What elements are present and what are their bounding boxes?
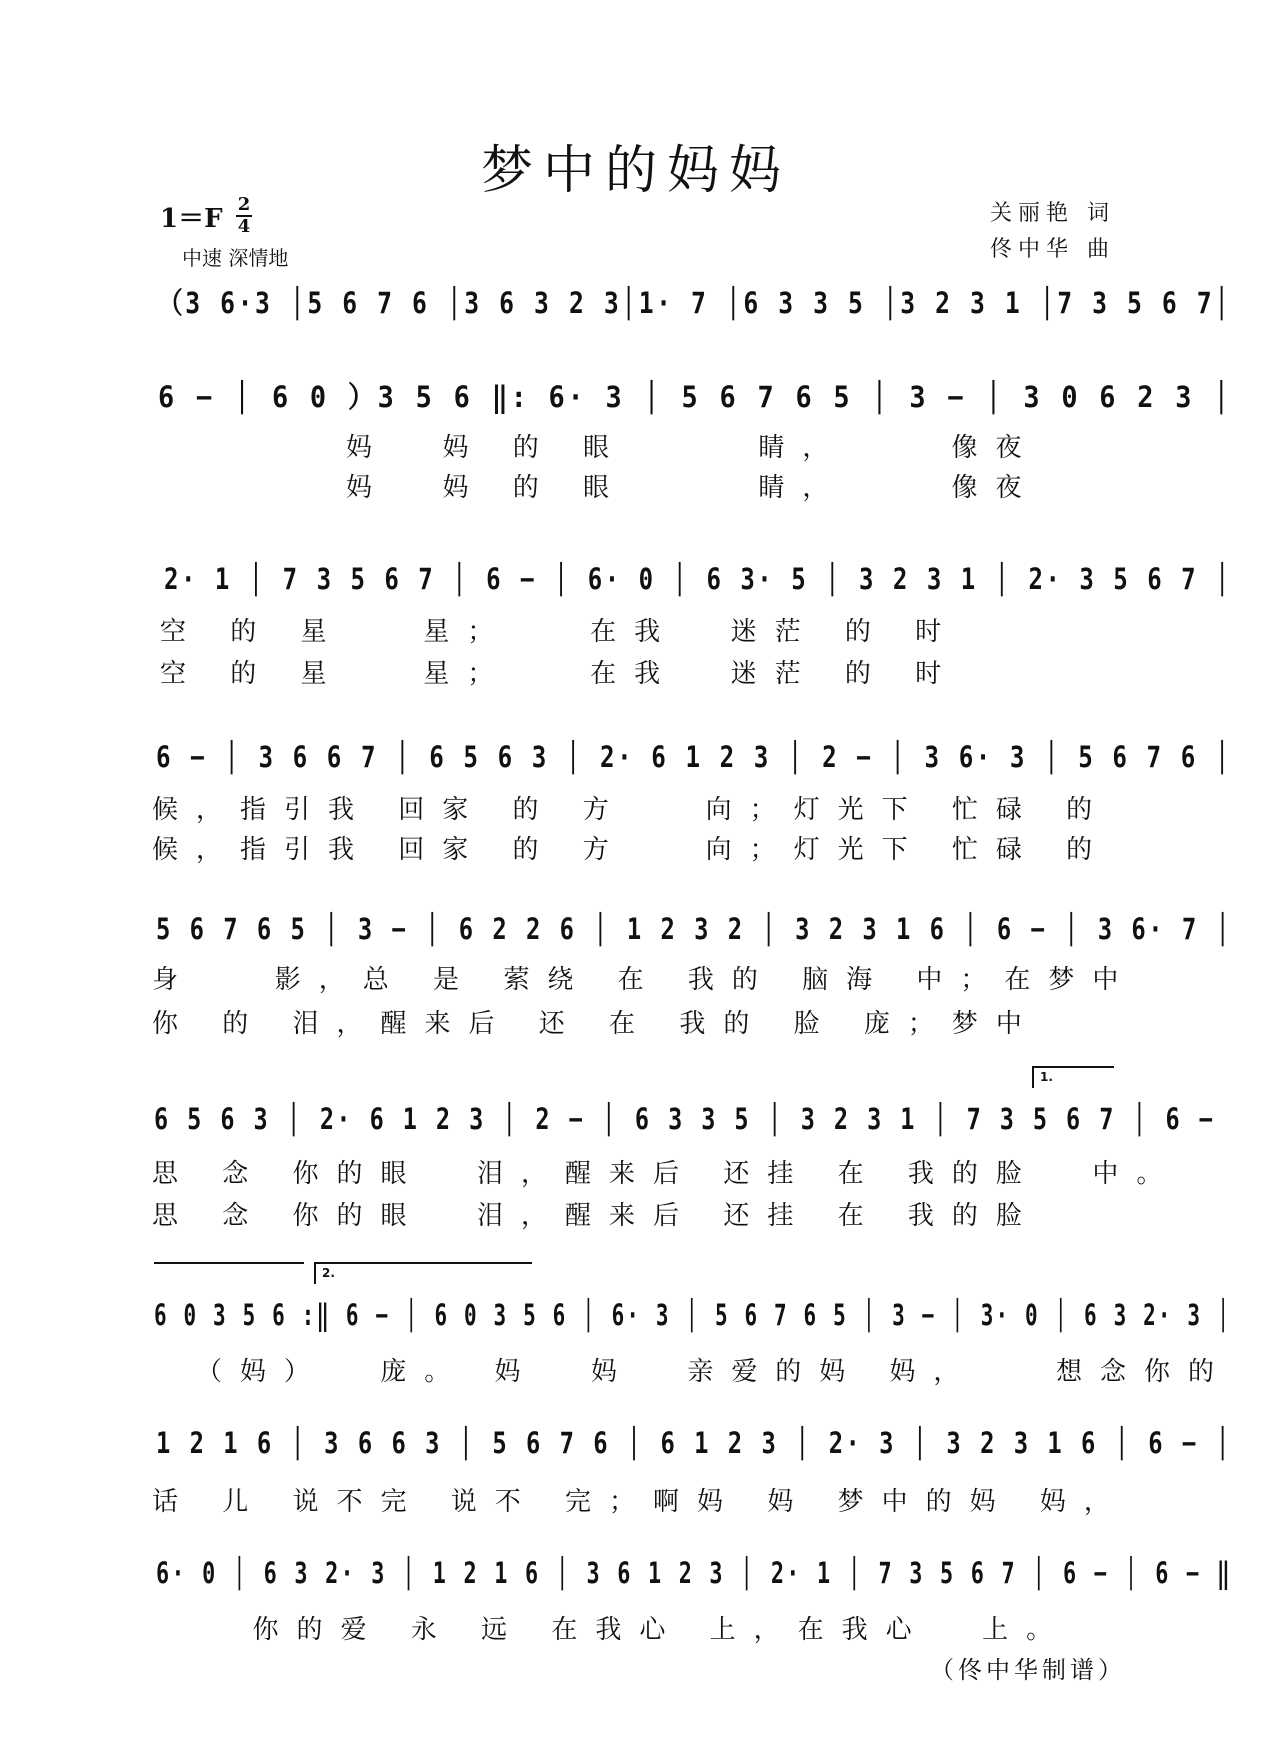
song-title: 梦中的妈妈 xyxy=(480,141,791,201)
notes-line: 6 − │ 6 0 ）3 5 6 ‖: 6· 3 │ 5 6 7 6 5 │ 3 − │ 3 0 6 2 3 │ xyxy=(158,380,1233,414)
lyrics-verse-1: 空 的 星 星； 在我 迷茫 的 时 xyxy=(160,617,960,647)
notes-line: 6 − │ 3 6 6 7 │ 6 5 6 3 │ 2· 6 1 2 3 │ 2 − │ 3 6· 3 │ 5 6 7 6 │ xyxy=(156,740,1232,774)
lyrics-verse-1: 妈 妈 的 眼 睛， 像夜 xyxy=(346,433,1040,463)
lyrics-verse-2: 思 念 你的眼 泪，醒来后 还挂 在 我的脸 xyxy=(152,1201,1040,1231)
key-signature: 1＝F xyxy=(160,204,223,234)
lyrics-verse-2: 空 的 星 星； 在我 迷茫 的 时 xyxy=(160,659,960,689)
notes-line: 6 5 6 3 │ 2· 6 1 2 3 │ 2 − │ 6 3 3 5 │ 3 2 3 1 │ 7 3 5 6 7 │ 6 − xyxy=(154,1102,1232,1136)
notes-line: 5 6 7 6 5 │ 3 − │ 6 2 2 6 │ 1 2 3 2 │ 3 2 3 1 6 │ 6 − │ 3 6· 7 │ xyxy=(156,912,1233,946)
tempo-marking: 中速 深情地 xyxy=(182,246,289,270)
score-system-8 xyxy=(0,1424,1272,1474)
volta-1-continuation xyxy=(154,1262,304,1278)
score-system-5 xyxy=(0,910,1272,960)
lyrics-verse-1: 思 念 你的眼 泪，醒来后 还挂 在 我的脸 中。 xyxy=(152,1159,1181,1189)
notes-line: 1 2 1 6 │ 3 6 6 3 │ 5 6 7 6 │ 6 1 2 3 │ 2· 3 │ 3 2 3 1 6 │ 6 − │ xyxy=(156,1426,1233,1460)
score-system-2 xyxy=(0,378,1272,428)
time-signature xyxy=(236,196,252,236)
lyrics-verse-2: 妈 妈 的 眼 睛， 像夜 xyxy=(346,473,1040,503)
meter-top: 2 xyxy=(237,194,251,215)
transcriber-credit: （佟中华制谱） xyxy=(930,1656,1126,1684)
score-system-1 xyxy=(0,284,1272,334)
composer-credit: 佟中华 曲 xyxy=(990,237,1115,262)
meter-bottom: 4 xyxy=(237,216,251,237)
notes-line: （3 6·3 │5 6 7 6 │3 6 3 2 3│1· 7 │6 3 3 5 │3 2 3 1 │7 3 5 6 7│ xyxy=(158,286,1232,320)
lyrics-verse-1: 话 儿 说不完 说不 完；啊妈 妈 梦中的妈 妈， xyxy=(152,1487,1128,1517)
notes-line: 2· 1 │ 7 3 5 6 7 │ 6 − │ 6· 0 │ 6 3· 5 │ 3 2 3 1 │ 2· 3 5 6 7 │ xyxy=(164,562,1232,596)
lyricist-credit: 关丽艳 词 xyxy=(990,201,1115,226)
score-system-9 xyxy=(0,1554,1272,1604)
score-system-7 xyxy=(0,1296,1272,1346)
lyrics-verse-1: 身 影，总 是 萦绕 在 我的 脑海 中；在梦中 xyxy=(152,965,1137,995)
lyrics-verse-1: 候，指引我 回家 的 方 向；灯光下 忙碌 的 xyxy=(152,795,1111,825)
lyrics-verse-2: 候，指引我 回家 的 方 向；灯光下 忙碌 的 xyxy=(152,835,1111,865)
volta-2-bracket xyxy=(314,1262,532,1284)
notes-line: 6 0 3 5 6 :‖ 6 − │ 6 0 3 5 6 │ 6· 3 │ 5 6 7 6 5 │ 3 − │ 3· 0 │ 6 3 2· 3 │ xyxy=(154,1298,1232,1332)
notes-line: 6· 0 │ 6 3 2· 3 │ 1 2 1 6 │ 3 6 1 2 3 │ 2· 1 │ 7 3 5 6 7 │ 6 − │ 6 − ‖ xyxy=(156,1556,1233,1590)
volta-1-label: 1. xyxy=(1040,1070,1053,1084)
volta-1-bracket xyxy=(1032,1066,1114,1088)
score-system-6 xyxy=(0,1100,1272,1150)
score-system-4 xyxy=(0,738,1272,788)
lyrics-verse-2: 你 的 泪，醒来后 还 在 我的 脸 庞；梦中 xyxy=(152,1009,1040,1039)
lyrics-verse-1: 你的爱 永 远 在我心 上，在我心 上。 xyxy=(200,1615,1071,1645)
volta-2-label: 2. xyxy=(322,1266,335,1280)
score-system-3 xyxy=(0,560,1272,610)
lyrics-verse-1: （妈） 庞。 妈 妈 亲爱的妈 妈， 想念你的 xyxy=(196,1357,1232,1387)
